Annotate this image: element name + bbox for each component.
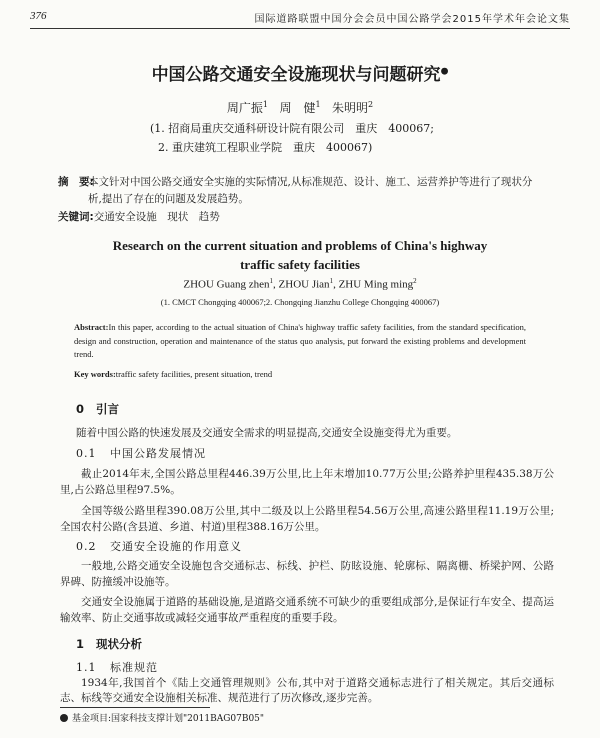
section-1-1-heading <box>76 659 158 675</box>
paragraph-0-1-b: 全国等级公路里程390.08万公里,其中二级及以上公路里程54.56万公里,高速公路里程11.19万公里;全国农村公路(含县道、乡道、村道)里程388.16万公里。 <box>60 505 554 533</box>
footnote-rule <box>60 707 210 708</box>
author-3-en: ZHU Ming ming <box>338 278 414 291</box>
affiliation-cn-1: (1. 招商局重庆交通科研设计院有限公司 重庆 400067; <box>150 122 434 135</box>
abstract-cn-text: 本文针对中国公路交通安全实施的实际情况,从标准规范、设计、施工、运营养护等进行了现状分析,提出了存在的问题及发展趋势。 <box>88 176 533 205</box>
author-2-en-sup: 1 <box>329 277 334 285</box>
keywords-en <box>74 369 526 379</box>
title-en-line-2: traffic safety facilities <box>240 257 360 272</box>
footnote-mark-icon: ● <box>440 66 449 77</box>
keywords-cn-text: 交通安全设施 现状 趋势 <box>93 211 220 223</box>
section-0-num: 0 <box>76 402 85 416</box>
section-0-1-num: 0.1 <box>76 447 97 460</box>
footnote-text: 基金项目:国家科技支撑计划"2011BAG07B05" <box>72 714 265 724</box>
paragraph-1-1-a: 1934年,我国首个《陆上交通管理规则》公布,其中对于道路交通标志进行了相关规定。其后交通标志、标线等交通安全设施相关标准、规范进行了历次修改,逐步完善。 <box>60 677 554 704</box>
affiliation-en: (1. CMCT Chongqing 400067;2. Chongqing Jianzhu College Chongqing 400067) <box>160 297 440 307</box>
section-0-1-title: 中国公路发展情况 <box>110 447 206 460</box>
author-1-cn-sup: 1 <box>262 100 268 109</box>
author-1-en: ZHOU Guang zhen <box>183 278 270 291</box>
keywords-en-text: traffic safety facilities, present situation, trend <box>115 369 273 379</box>
page-number: 376 <box>30 10 47 22</box>
authors-en: ZHOU Guang zhen$^1$, ZHOU Jian$^1$, ZHU Ming ming$^2$ <box>183 277 417 291</box>
abstract-cn <box>58 174 542 208</box>
title-en-line-1: Research on the current situation and problems of China's highway <box>112 238 488 253</box>
affiliations-cn <box>150 119 434 157</box>
section-1-heading <box>76 636 142 652</box>
section-0-2-heading <box>76 538 242 554</box>
intro-paragraph: 随着中国公路的快速发展及交通安全需求的明显提高,交通安全设施变得尤为重要。 <box>76 427 458 439</box>
section-0-1-heading <box>76 445 206 461</box>
abstract-en-text: In this paper, according to the actual situation of China's highway traffic safety facilities, from the standard specification, design and construction, operation and maintenance of the status quo analysis, put forward the existing problems and development trend. <box>74 322 526 359</box>
author-2-cn-sup: 1 <box>315 100 321 109</box>
title-cn-text: 中国公路交通安全设施现状与问题研究 <box>151 65 441 85</box>
keywords-cn <box>58 209 542 224</box>
author-3-cn: 朱明明 <box>332 101 369 115</box>
section-1-num: 1 <box>76 637 85 651</box>
running-head: 国际道路联盟中国分会会员中国公路学会2015年学术年会论文集 <box>254 14 570 25</box>
section-0-heading <box>76 401 119 417</box>
abstract-en-label: Abstract: <box>74 322 109 332</box>
paragraph-0-2-a: 一般地,公路交通安全设施包含交通标志、标线、护栏、防眩设施、轮廓标、隔离栅、桥梁护网、公路界碑、防撞缓冲设施等。 <box>60 560 554 588</box>
section-0-2-num: 0.2 <box>76 540 97 553</box>
footnote <box>60 711 264 724</box>
footnote-bullet-icon <box>60 714 68 722</box>
page-header <box>30 8 570 29</box>
affiliation-cn-2: 2. 重庆建筑工程职业学院 重庆 400067) <box>158 141 373 154</box>
author-2-cn: 周 健 <box>279 101 316 115</box>
authors-cn <box>0 99 600 116</box>
abstract-cn-label: 摘 要: <box>58 176 94 188</box>
section-1-1-title: 标准规范 <box>110 661 158 674</box>
section-1-1-num: 1.1 <box>76 661 97 674</box>
author-2-en: ZHOU Jian <box>278 278 330 291</box>
author-1-en-sup: 1 <box>269 277 274 285</box>
abstract-en <box>74 321 526 362</box>
section-0-2-title: 交通安全设施的作用意义 <box>110 540 242 553</box>
author-1-cn: 周广振 <box>226 101 263 115</box>
paper-title-cn <box>0 60 600 85</box>
paragraph-0-2-b: 交通安全设施属于道路的基础设施,是道路交通系统不可缺少的重要组成部分,是保证行车安全、提高运输效率、防止交通事故或减轻交通事故严重程度的重要手段。 <box>60 596 554 624</box>
author-3-cn-sup: 2 <box>368 100 374 109</box>
section-0-title: 引言 <box>96 402 120 416</box>
section-1-title: 现状分析 <box>96 637 143 651</box>
keywords-en-label: Key words: <box>74 369 116 379</box>
paragraph-0-1-a: 截止2014年末,全国公路总里程446.39万公里,比上年末增加10.77万公里;公路养护里程435.38万公里,占公路总里程97.5%。 <box>60 468 554 496</box>
keywords-cn-label: 关键词: <box>58 211 94 223</box>
paper-title-en <box>0 236 600 274</box>
author-3-en-sup: 2 <box>413 277 417 285</box>
